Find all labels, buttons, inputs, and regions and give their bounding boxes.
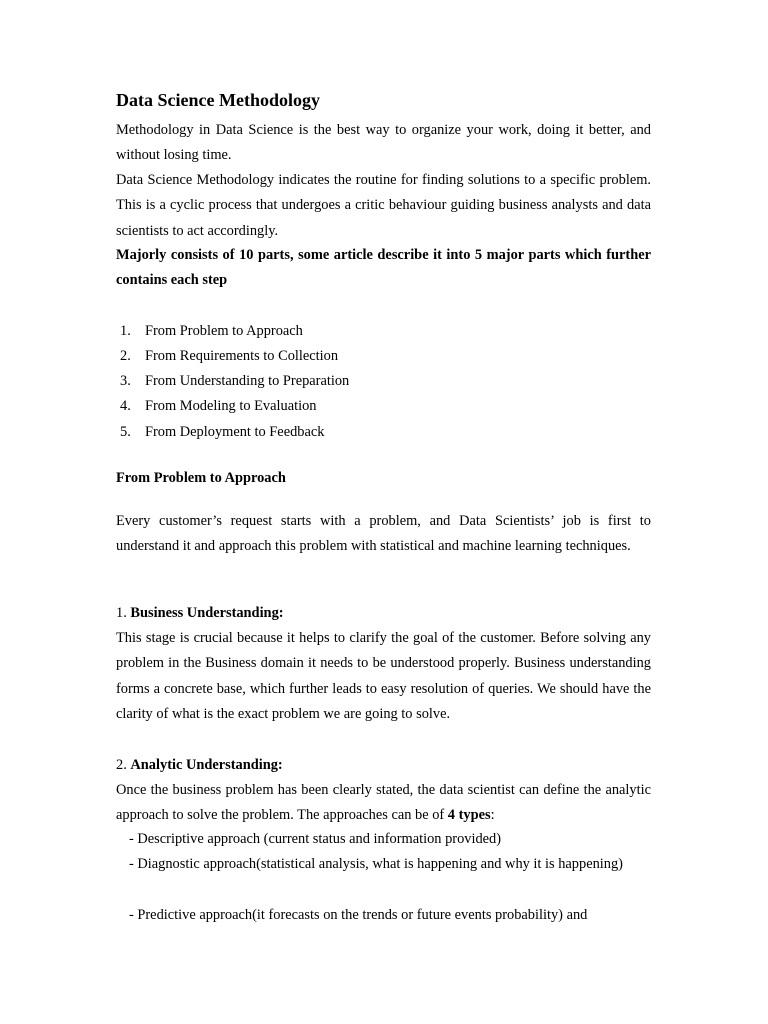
document-title: Data Science Methodology [116, 90, 320, 110]
list-item [120, 422, 324, 442]
body-bold-text: 4 types [447, 807, 491, 824]
list-item-number: 2. [120, 348, 131, 364]
list-item [120, 396, 316, 416]
section-heading-problem-to-approach: From Problem to Approach [116, 470, 286, 486]
intro-paragraph-3: Majorly consists of 10 parts, some article describe it into 5 major parts which further contains each step [116, 247, 651, 289]
list-item [120, 321, 303, 341]
list-item-number: 3. [120, 373, 131, 389]
approach-item-descriptive: - Descriptive approach (current status and information provided) [129, 831, 502, 847]
heading-label: Business Understanding: [130, 605, 284, 621]
list-item-number: 1. [120, 323, 131, 339]
heading-label: Analytic Understanding: [130, 757, 283, 773]
list-item [120, 371, 349, 391]
section-problem-to-approach-body: Every customer’s request starts with a problem, and Data Scientists’ job is first to understand it and approach this problem with statistical and machine learning techniques. [116, 513, 651, 555]
heading-number: 1. [116, 605, 127, 621]
list-item-label: From Requirements to Collection [145, 348, 339, 364]
list-item-label: From Understanding to Preparation [145, 373, 350, 389]
body-text: Once the business problem has been clearly stated, the data scientist can define the analytic approach to solve the problem. The approaches can be of [116, 782, 651, 824]
business-understanding-heading [116, 603, 284, 623]
business-understanding-body: This stage is crucial because it helps to clarify the goal of the customer. Before solving any problem in the Business domain it needs to be understood properly. Business understanding forms a concrete base, which further leads to easy resolution of queries. We should have the clarity of what is the exact problem we are going to solve. [116, 630, 651, 722]
list-item-label: From Problem to Approach [145, 323, 303, 339]
body-punct: : [490, 807, 495, 824]
intro-paragraph-2: Data Science Methodology indicates the routine for finding solutions to a specific problem. This is a cyclic process that undergoes a critic behaviour guiding business analysts and data scientists to act accordingly. [116, 172, 651, 239]
analytic-understanding-heading [116, 755, 283, 775]
approach-item-predictive: - Predictive approach(it forecasts on the trends or future events probability) and [129, 907, 588, 923]
list-item-number: 5. [120, 424, 131, 440]
analytic-understanding-body [116, 778, 651, 829]
list-item [120, 346, 338, 366]
approach-item-diagnostic [116, 852, 651, 877]
list-item-label: From Modeling to Evaluation [145, 398, 317, 414]
list-item-label: From Deployment to Feedback [145, 424, 325, 440]
approach-item-text: - Diagnostic approach(statistical analysis, what is happening and why it is happening) [129, 856, 623, 872]
intro-paragraph-1: Methodology in Data Science is the best way to organize your work, doing it better, and without losing time. [116, 122, 651, 164]
list-item-number: 4. [120, 398, 131, 414]
heading-number: 2. [116, 757, 127, 773]
